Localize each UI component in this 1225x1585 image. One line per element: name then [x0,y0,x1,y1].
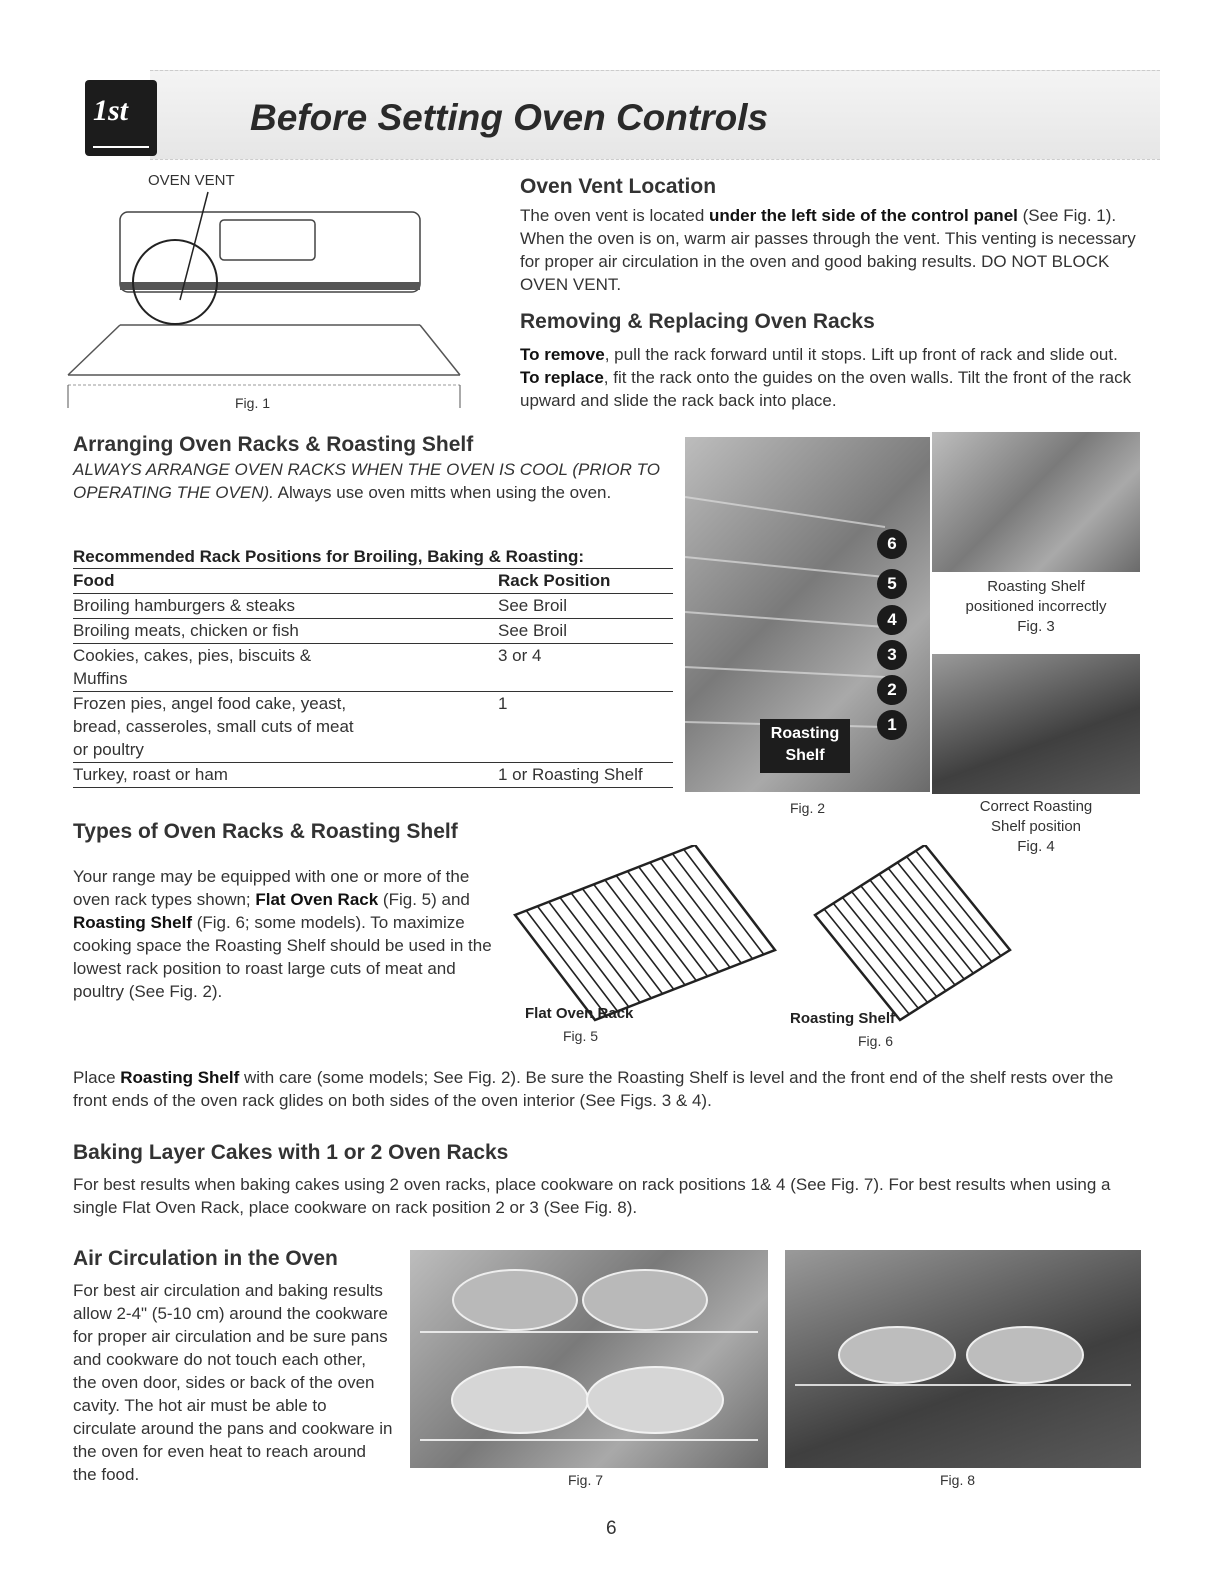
place-text: Place Roasting Shelf with care (some models; See Fig. 2). Be sure the Roasting Shelf is level and the front end of the shelf rests over the front ends of the oven rack glides on both sides of the oven interior (See Figs. 3 & 4). [73,1068,1114,1110]
arranging-title: Arranging Oven Racks & Roasting Shelf [73,433,474,456]
rack-wire [594,884,674,989]
rack-wire [549,902,629,1007]
fig5-label: Flat Oven Rack [525,1005,634,1022]
table-row: Turkey, roast or ham 1 or Roasting Shelf [73,763,673,788]
vent-title: Oven Vent Location [520,175,717,198]
rack-wire [833,903,918,1008]
table-row: Cookies, cakes, pies, biscuits & Muffins 3 or 4 [73,644,673,692]
rack-wire [616,876,696,981]
rack-position-1-icon: 1 [877,710,907,740]
page-title: Before Setting Oven Controls [250,97,769,138]
rack-wire [888,868,973,973]
baking-text: For best results when baking cakes using 2 oven racks, place cookware on rack positions 1& 4 (See Fig. 7). For best results when using a single Flat Oven Rack, place cookware on rack position 2 or 3 (See Fig. 8). [73,1175,1111,1217]
fig7-oven-photo [410,1250,768,1468]
table-row: Broiling hamburgers & steaks See Broil [73,594,673,619]
rack-wire [650,863,730,968]
rack-wire [605,880,685,985]
rack-wire [560,898,640,1003]
types-text: Your range may be equipped with one or more of the oven rack types shown; Flat Oven Rack (Fig. 5) and Roasting Shelf (Fig. 6; some models). To maximize cooking space the Roasting Shelf should be used in the lowest rack position to roast large cuts of meat and poultry (See Fig. 2). [73,867,492,1001]
baking-title: Baking Layer Cakes with 1 or 2 Oven Racks [73,1141,509,1164]
fig4-photo [932,654,1140,794]
rack-table [73,546,673,788]
rack-wire [628,871,708,976]
removing-title: Removing & Replacing Oven Racks [520,310,875,333]
rack-wire [916,851,1001,956]
rack-wire [907,857,992,962]
table-header-row: Food Rack Position [73,569,673,594]
rack-wire [861,886,946,991]
rack-table-title: Recommended Rack Positions for Broiling, Baking & Roasting: [73,546,673,569]
arranging-text: ALWAYS ARRANGE OVEN RACKS WHEN THE OVEN IS COOL (PRIOR TO OPERATING THE OVEN). Always use oven mitts when using the oven. [73,460,660,502]
removing-text: To remove, pull the rack forward until it stops. Lift up front of rack and slide out. To replace, fit the rack onto the guides on the oven walls. Tilt the front of the rack upward and slide the rack back into place. [520,345,1132,410]
table-row: Broiling meats, chicken or fish See Broil [73,619,673,644]
types-title: Types of Oven Racks & Roasting Shelf [73,820,458,843]
fig1-vent-label: OVEN VENT [148,172,235,189]
fig3-caption: Roasting Shelf positioned incorrectly Fig. 3 [965,578,1107,635]
vent-text: The oven vent is located under the left side of the control panel (See Fig. 1). When the oven is on, warm air passes through the vent. This venting is necessary for proper air circulation in the oven and good baking results. DO NOT BLOCK OVEN VENT. [520,206,1136,294]
rack-wire [852,892,937,997]
fig6-label: Roasting Shelf [790,1010,896,1027]
fig1-caption: Fig. 1 [235,395,271,411]
fig7-caption: Fig. 7 [568,1472,604,1488]
rack-wire [526,911,606,1016]
fig1-oven-diagram [60,190,470,410]
rack-wire [898,863,983,968]
fig6-caption: Fig. 6 [858,1033,894,1049]
rack-position-2-icon: 2 [877,675,907,705]
fig8-oven-photo [785,1250,1141,1468]
rack-wire [571,893,651,998]
rack-wire [824,909,909,1014]
page-number: 6 [606,1518,617,1539]
fig5-flat-rack-diagram [505,845,785,1025]
roasting-shelf-label: Roasting Shelf [760,719,850,773]
rack-wire [879,874,964,979]
fig3-photo [932,432,1140,572]
rack-position-6-icon: 6 [877,529,907,559]
fig2-oven-photo [685,437,930,792]
fig4-caption: Correct Roasting Shelf position Fig. 4 [979,798,1093,855]
rack-position-4-icon: 4 [877,605,907,635]
fig5-caption: Fig. 5 [563,1028,599,1044]
rack-wire [684,849,764,954]
rack-wire [870,880,955,985]
rack-wire [639,867,719,972]
header-badge [85,80,157,156]
fig6-roasting-shelf-diagram [810,845,1020,1025]
fig8-caption: Fig. 8 [940,1472,976,1488]
table-row: Frozen pies, angel food cake, yeast, bread, casseroles, small cuts of meat or poultry 1 [73,692,673,763]
header-badge-text: 1st [93,94,129,127]
rack-wire [661,858,741,963]
rack-wire [843,898,928,1003]
fig2-caption: Fig. 2 [790,800,826,816]
air-title: Air Circulation in the Oven [73,1247,338,1270]
rack-position-5-icon: 5 [877,569,907,599]
rack-wire [583,889,663,994]
air-text: For best air circulation and baking results allow 2-4" (5-10 cm) around the cookware for proper air circulation and be sure pans and cookware do not touch each other, the oven door, sides or back of the oven cavity. The hot air must be able to circulate around the pans and cookware in the oven for even heat to reach around the food. [73,1281,393,1484]
rack-position-3-icon: 3 [877,640,907,670]
